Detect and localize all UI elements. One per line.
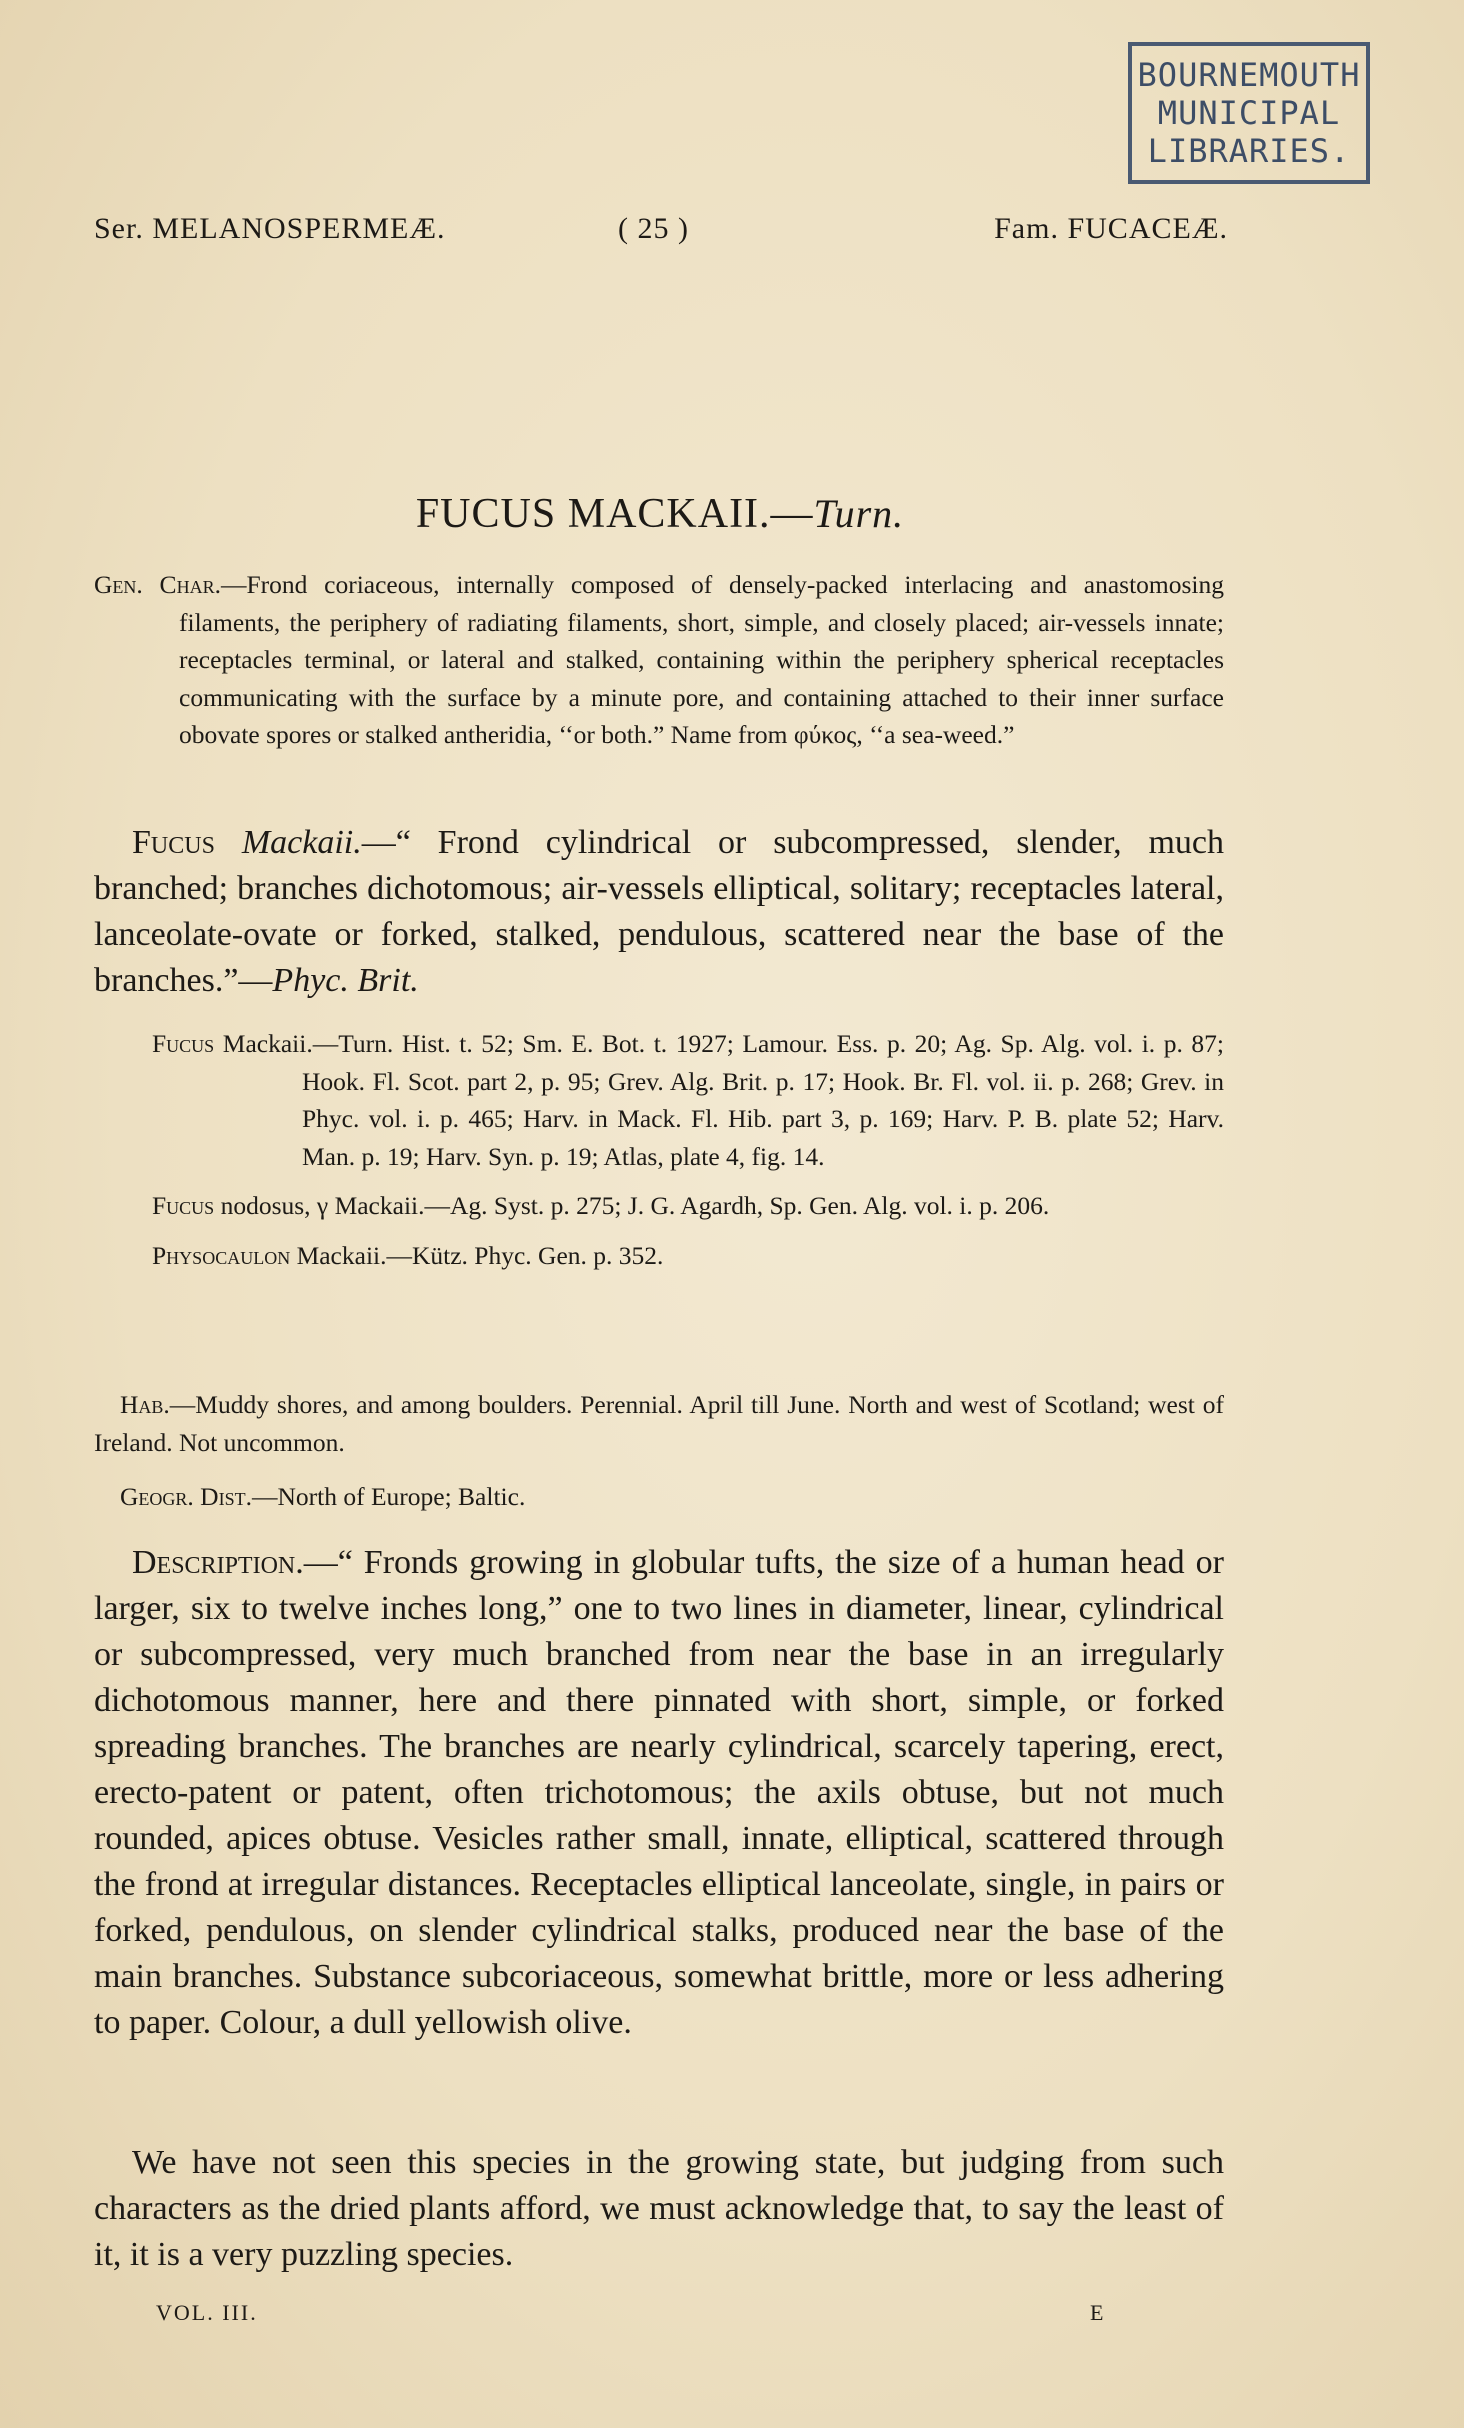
remark: [94, 2140, 1224, 2278]
distribution-text: —North of Europe; Baltic.: [251, 1482, 526, 1511]
synonym-genus: Fucus: [152, 1191, 215, 1220]
synonym-genus: Fucus: [152, 1029, 215, 1058]
species-name: Mackaii.: [241, 824, 362, 861]
page-number: ( 25 ): [618, 212, 689, 245]
title-main: FUCUS MACKAII.—: [415, 491, 814, 537]
species-genus: Fucus: [132, 824, 215, 861]
stamp-line-2: MUNICIPAL: [1157, 94, 1341, 132]
stamp-line-3: LIBRARIES.: [1147, 132, 1351, 170]
habitat-label: Hab.: [120, 1390, 170, 1419]
stamp-line-1: BOURNEMOUTH: [1137, 56, 1361, 94]
synonym-text: Mackaii.—Kütz. Phyc. Gen. p. 352.: [296, 1240, 664, 1270]
description-text: —“ Fronds growing in globular tufts, the size of a human head or larger, six to twelve inches long,” one to two lines in diameter, linear, cylindrical or subcompressed, very much branched from near the base in an irregularly dichotomous manner, here and there pinnated with short, simple, or forked spreading branches. The branches are nearly cylindrical, scarcely tapering, erect, erecto-patent or patent, often trichotomous; the axils obtuse, but not much rounded, apices obtuse. Vesicles rather small, innate, elliptical, scattered through the frond at irregular distances. Receptacles elliptical lanceolate, single, in pairs or forked, pendulous, on slender cylindrical stalks, produced near the base of the main branches. Substance subcoriaceous, somewhat brittle, more or less adhering to paper. Colour, a dull yellowish olive.: [94, 1544, 1224, 2041]
species-source: Phyc. Brit.: [272, 962, 419, 999]
distribution-label: Geogr. Dist.: [120, 1482, 252, 1511]
signature-mark: E: [1090, 2300, 1106, 2325]
synonym-entry: [152, 1187, 1224, 1225]
habitat-text: —Muddy shores, and among boulders. Perennial. April till June. North and west of Scotland; west of Ireland. Not uncommon.: [94, 1390, 1224, 1457]
remark-text: We have not seen this species in the growing state, but judging from such characters as the dried plants afford, we must acknowledge that, to say the least of it, it is a very puzzling species.: [94, 2144, 1224, 2273]
gen-char-text: —Frond coriaceous, internally composed of densely-packed interlacing and anastomosing filaments, the periphery of radiating filaments, short, simple, and closely placed; air-vessels innate; receptacles terminal, or lateral and stalked, containing within the periphery spherical receptacles communicating with the surface by a minute pore, and containing attached to their inner surface obovate spores or stalked antheridia, ‘‘or both.” Name from φύκος, ‘‘a sea-weed.”: [179, 570, 1225, 749]
library-stamp: [1128, 42, 1370, 184]
description-label: Description.: [132, 1544, 304, 1581]
series-heading: Ser. MELANOSPERMEÆ.: [94, 212, 446, 245]
description: [94, 1540, 1224, 2046]
family-heading: Fam. FUCACEÆ.: [994, 212, 1228, 245]
page-title: [0, 490, 1320, 538]
synonym-text: nodosus, γ Mackaii.—Ag. Syst. p. 275; J. G. Agardh, Sp. Gen. Alg. vol. i. p. 206.: [220, 1191, 1050, 1220]
species-text: —“ Frond cylindrical or subcompressed, slender, much branched; branches dichotomous; air-vessels elliptical, solitary; receptacles lateral, lanceolate-ovate or forked, stalked, pendulous, scattered near the base of the branches.”—: [94, 824, 1225, 999]
gen-char-label: Gen. Char.: [94, 570, 221, 599]
synonym-genus: Physocaulon: [152, 1240, 291, 1270]
synonym-text: Mackaii.—Turn. Hist. t. 52; Sm. E. Bot. t. 1927; Lamour. Ess. p. 20; Ag. Sp. Alg. vol. i. p. 87; Hook. Fl. Scot. part 2, p. 95; Grev. Alg. Brit. p. 17; Hook. Br. Fl. vol. ii. p. 268; Grev. in Phyc. vol. i. p. 465; Harv. in Mack. Fl. Hib. part 3, p. 169; Harv. P. B. plate 52; Harv. Man. p. 19; Harv. Syn. p. 19; Atlas, plate 4, fig. 14.: [222, 1029, 1225, 1171]
genus-character: [94, 566, 1224, 754]
synonym-entry: [152, 1025, 1224, 1175]
title-author: Turn.: [813, 491, 905, 536]
habitat: [94, 1386, 1224, 1461]
volume-mark: VOL. III.: [156, 2300, 258, 2325]
synonym-list: [152, 1025, 1224, 1274]
species-definition: [94, 820, 1224, 1004]
geographic-distribution: [94, 1478, 1224, 1516]
synonym-entry: [152, 1237, 1224, 1275]
